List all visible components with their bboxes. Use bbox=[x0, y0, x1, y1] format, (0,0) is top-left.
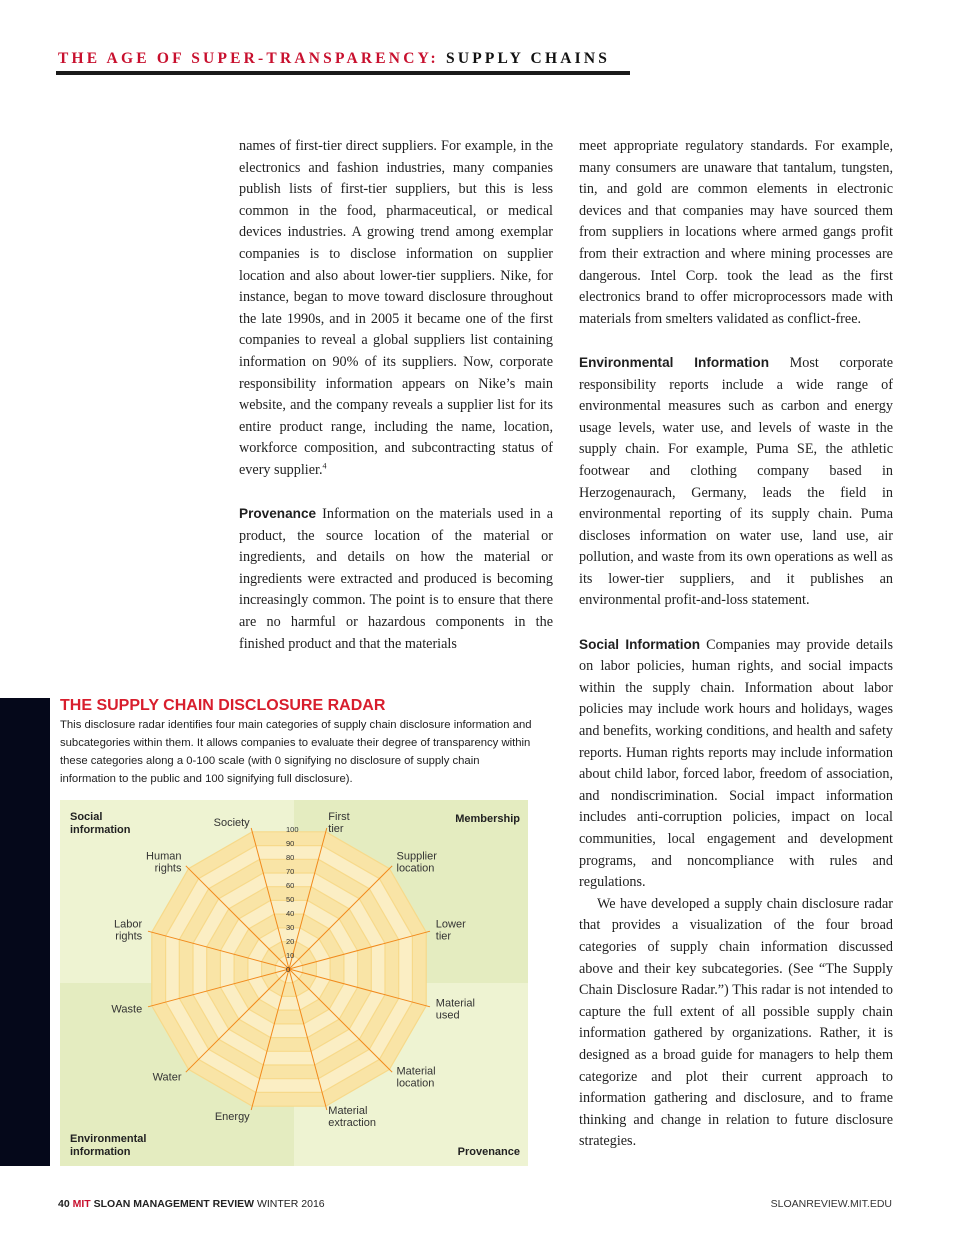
radar-scale-label: 80 bbox=[286, 853, 295, 863]
quadrant-label-social-1: Social bbox=[70, 811, 103, 823]
footer-mit: MIT bbox=[72, 1198, 91, 1210]
footer-left bbox=[58, 1198, 325, 1210]
figure-title: THE SUPPLY CHAIN DISCLOSURE RADAR bbox=[60, 697, 386, 714]
paragraph-text: names of first-tier direct suppliers. For example, in the electronics and fashion industries, many companies publish lists of first-tier suppliers, but this is less common in the food, pharmaceutical, or medical devices industries. A growing trend among exemplar companies is to disclose information on supplier location and also about lower-tier suppliers. Nike, for instance, began to move toward disclosure throughout the late 1990s, and in 2005 it became one of the first companies to reveal a global suppliers list containing information on 90% of its suppliers. Now, corporate responsibility information appears on Nike’s main website, and the company reveals a supplier list for its entire product range, including the name, location, workforce composition, and subcontracting status of every supplier. bbox=[239, 138, 553, 478]
radar-axis-label-waste: Waste bbox=[111, 1003, 143, 1016]
text-column-left bbox=[239, 136, 553, 655]
radar-axis-label-supplier-location: Supplier location bbox=[396, 850, 437, 875]
radar-axis-label-material-extraction: Material extraction bbox=[328, 1104, 377, 1129]
subhead-provenance: Provenance bbox=[239, 506, 317, 522]
subhead-environmental: Environmental Information bbox=[579, 354, 770, 370]
subhead-social: Social Information bbox=[579, 636, 701, 652]
radar-axis-label-labor-rights: Labor rights bbox=[114, 918, 143, 943]
radar-axis-label-material-used: Material used bbox=[435, 997, 475, 1022]
paragraph bbox=[239, 136, 553, 482]
footer-site: SLOANREVIEW.MIT.EDU bbox=[770, 1198, 892, 1210]
header-rule bbox=[56, 71, 630, 75]
paragraph-radar-intro bbox=[579, 894, 893, 1153]
radar-scale-label: 30 bbox=[286, 923, 295, 932]
quadrant-label-environmental-2: information bbox=[70, 1146, 131, 1158]
footnote-ref: 4 bbox=[322, 461, 327, 471]
page-number: 40 bbox=[58, 1198, 70, 1210]
radar-scale-label: 50 bbox=[286, 895, 295, 905]
quadrant-label-social-2: information bbox=[70, 824, 131, 836]
radar-scale-label: 20 bbox=[286, 937, 295, 946]
paragraph-text: Information on the materials used in a product, the source location of the material or ingredients, and details on how the material or ingredients were extracted and produced is becoming increasingly common. The point is to ensure that there are no harmful or hazardous components in the finished product and that the materials bbox=[239, 506, 553, 652]
radar-axis-label-water: Water bbox=[152, 1071, 182, 1084]
paragraph-social bbox=[579, 634, 893, 894]
figure-caption: This disclosure radar identifies four main categories of supply chain disclosure information and subcategories within them. It allows companies to evaluate their degree of transparency within these categories along a 0-100 scale (with 0 signifying no disclosure of supply chain information to the public and 100 signifying full disclosure). bbox=[60, 719, 532, 785]
quadrant-label-provenance: Provenance bbox=[457, 1146, 520, 1158]
radar-scale-label: 90 bbox=[286, 839, 295, 849]
running-header bbox=[58, 50, 610, 68]
paragraph bbox=[579, 136, 893, 330]
paragraph-text: Companies may provide details on labor policies, human rights, and social impacts within the supply chain. Information about labor policies may include work hours and holidays, wages and benefits, working conditions, and health and safety reports. Human rights reports may include information about child labor, forced labor, freedom of association, and nondiscrimination. Social impact information includes anti-corruption policies, impact on local communities, local engagement and development programs, and noncompliance with rules and regulations. bbox=[579, 636, 893, 891]
quadrant-label-environmental-1: Environmental bbox=[70, 1133, 147, 1145]
radar-scale-label: 100 bbox=[286, 825, 299, 835]
disclosure-radar-chart bbox=[60, 800, 528, 1166]
radar-scale-label: 40 bbox=[286, 909, 295, 919]
radar-axis-label-human-rights: Human rights bbox=[146, 850, 182, 875]
radar-scale-label: 70 bbox=[286, 867, 295, 877]
header-section: THE AGE OF SUPER-TRANSPARENCY: bbox=[58, 50, 439, 67]
radar-axis-label-energy: Energy bbox=[214, 1110, 250, 1123]
radar-scale-label: 10 bbox=[286, 951, 295, 960]
radar-axis-label-first-tier: First tier bbox=[328, 811, 350, 836]
paragraph-text: We have developed a supply chain disclosure radar that provides a visualization of the four broad categories of supply chain information discussed above and their key subcategories. (See “The Supply Chain Disclosure Radar.”) This radar is not intended to capture the full extent of all possible supply chain information gathered by organizations. Rather, it is designed as a broad guide for managers to help them categorize and plot their current approach to information gathering and disclosure, and to frame thinking and change in relation to future disclosure strategies. bbox=[579, 895, 893, 1150]
paragraph-text: meet appropriate regulatory standards. For example, many consumers are unaware that tantalum, tungsten, tin, and gold are common elements in electronic devices and that companies may have sourced them from suppliers in locations where armed gangs profit from their extraction and where mining processes are dangerous. Intel Corp. took the lead as the first electronics brand to offer microprocessors made with materials from smelters validated as conflict-free. bbox=[579, 138, 893, 327]
footer-journal: SLOAN MANAGEMENT REVIEW bbox=[93, 1198, 255, 1210]
radar-axis-label-lower-tier: Lower tier bbox=[435, 918, 466, 943]
radar-axis-label-material-location: Material location bbox=[396, 1065, 436, 1090]
footer-issue: WINTER 2016 bbox=[256, 1198, 325, 1210]
paragraph-provenance bbox=[239, 503, 553, 655]
radar-scale-label: 60 bbox=[286, 881, 295, 891]
paragraph-text: Most corporate responsibility reports include a wide range of environmental measures such as carbon and energy usage levels, water use, and levels of waste in the supply chain. For example, Puma SE, the athletic footwear and clothing company based in Herzogenaurach, Germany, leads the field in environmental reporting of its supply chain. Puma discloses information on water use, land use, air pollution, and waste from its own operations as well as its lower-tier suppliers, and it publishes an environmental profit-and-loss statement. bbox=[579, 354, 893, 609]
header-topic: SUPPLY CHAINS bbox=[438, 50, 611, 67]
text-column-right bbox=[579, 136, 893, 1153]
quadrant-label-membership: Membership bbox=[455, 813, 520, 825]
figure-side-bar bbox=[0, 698, 50, 1166]
paragraph-environmental bbox=[579, 352, 893, 612]
radar-scale-label: 0 bbox=[286, 965, 291, 974]
radar-axis-label-society: Society bbox=[213, 817, 250, 830]
